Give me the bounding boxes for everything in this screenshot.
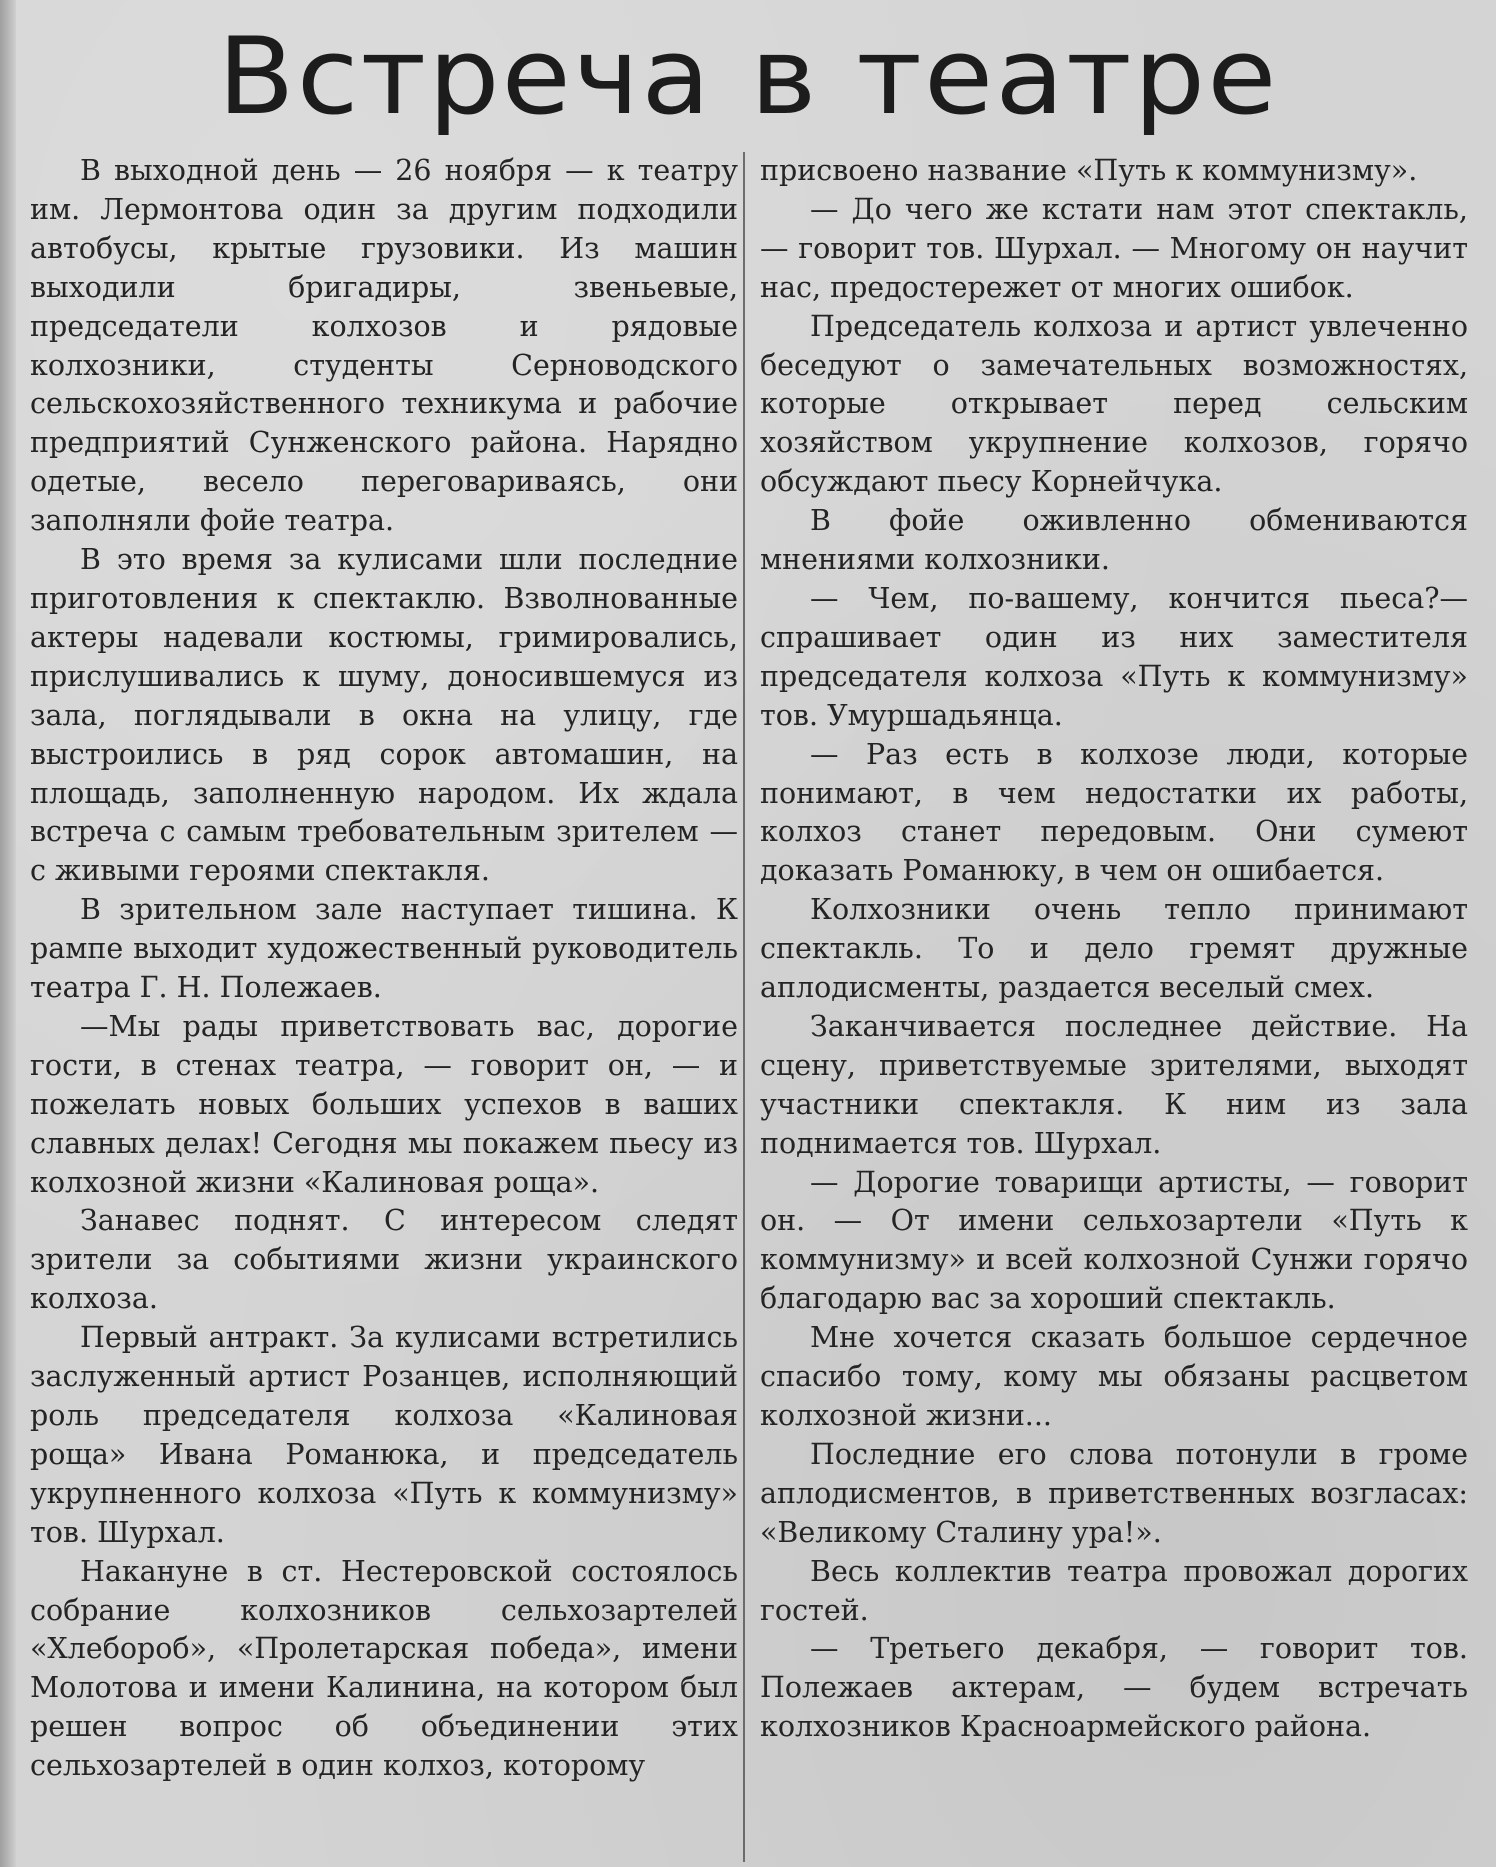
paragraph: —Мы рады приветствовать вас, дорогие гости, в стенах театра, — говорит он, — и пожелать новых больших успехов в ваших славных делах! Сегодня мы покажем пьесу из колхозной жизни «Калиновая роща». bbox=[30, 1009, 738, 1199]
paragraph: Заканчивается последнее действие. На сцену, приветствуемые зрителями, выходят участники спектакля. К ним из зала поднимается тов. Шурхал. bbox=[760, 1009, 1468, 1160]
paragraph: Председатель колхоза и артист увлеченно беседуют о замечательных возможностях, которые открывает перед сельским хозяйством укрупнение колхозов, горячо обсуждают пьесу Корнейчука. bbox=[760, 309, 1468, 499]
paragraph: — Чем, по-вашему, кончится пьеса?— спрашивает один из них заместителя председателя колхоза «Путь к коммунизму» тов. Умуршадьянца. bbox=[760, 581, 1468, 732]
paragraph: В это время за кулисами шли последние приготовления к спектаклю. Взволнованные актеры надевали костюмы, гримировались, прислушивались к шуму, доносившемуся из зала, поглядывали в окна на улицу, где выстроились в ряд сорок автомашин, на площадь, заполненную народом. Их ждала встреча с самым требовательным зрителем — с живыми героями спектакля. bbox=[30, 543, 738, 888]
paragraph: Колхозники очень тепло принимают спектакль. То и дело гремят дружные аплодисменты, раздается веселый смех. bbox=[760, 893, 1468, 1005]
paragraph: В зрительном зале наступает тишина. К рампе выходит художественный руководитель театра Г. Н. Полежаев. bbox=[30, 893, 738, 1005]
paragraph-continuation: присвоено название «Путь к коммунизму». bbox=[760, 154, 1418, 187]
article-column-right bbox=[760, 152, 1468, 1747]
paragraph: — Раз есть в колхозе люди, которые понимают, в чем недостатки их работы, колхоз станет передовым. Они сумеют доказать Романюку, в чем он ошибается. bbox=[760, 737, 1468, 888]
paragraph: Мне хочется сказать большое сердечное спасибо тому, кому мы обязаны расцветом колхозной жизни... bbox=[760, 1321, 1468, 1432]
paragraph: — Дорогие товарищи артисты, — говорит он. — От имени сельхозартели «Путь к коммунизму» и всей колхозной Сунжи горячо благодарю вас за хороший спектакль. bbox=[760, 1165, 1468, 1316]
article-column-left bbox=[30, 152, 738, 1786]
paragraph: — До чего же кстати нам этот спектакль, — говорит тов. Шурхал. — Многому он научит нас, предостережет от многих ошибок. bbox=[760, 192, 1468, 304]
article-headline: Встреча в театре bbox=[217, 15, 1279, 138]
paragraph: — Третьего декабря, — говорит тов. Полежаев актерам, — будем встречать колхозников Красноармейского района. bbox=[760, 1632, 1468, 1744]
paragraph: Последние его слова потонули в громе аплодисментов, в приветственных возгласах: «Великому Сталину ура!». bbox=[760, 1437, 1468, 1549]
paragraph: Весь коллектив театра провожал дорогих гостей. bbox=[760, 1554, 1468, 1627]
page-edge-shadow bbox=[0, 0, 16, 1867]
column-divider bbox=[743, 152, 745, 1862]
paragraph: Занавес поднят. С интересом следят зрители за событиями жизни украинского колхоза. bbox=[30, 1204, 738, 1316]
paragraph: Первый антракт. За кулисами встретились заслуженный артист Розанцев, исполняющий роль председателя колхоза «Калиновая роща» Ивана Романюка, и председатель укрупненного колхоза «Путь к коммунизму» тов. Шурхал. bbox=[30, 1321, 738, 1549]
paragraph: В выходной день — 26 ноября — к театру им. Лермонтова один за другим подходили автобусы, крытые грузовики. Из машин выходили бригадиры, звеньевые, председатели колхозов и рядовые колхозники, студенты Серноводского сельскохозяйственного техникума и рабочие предприятий Сунженского района. Нарядно одетые, весело переговариваясь, они заполняли фойе театра. bbox=[30, 154, 738, 538]
paragraph: Накануне в ст. Нестеровской состоялось собрание колхозников сельхозартелей «Хлебороб», «Пролетарская победа», имени Молотова и имени Калинина, на котором был решен вопрос об объединении этих сельхозартелей в один колхоз, которому bbox=[30, 1554, 738, 1783]
paragraph: В фойе оживленно обмениваются мнениями колхозники. bbox=[760, 504, 1468, 577]
